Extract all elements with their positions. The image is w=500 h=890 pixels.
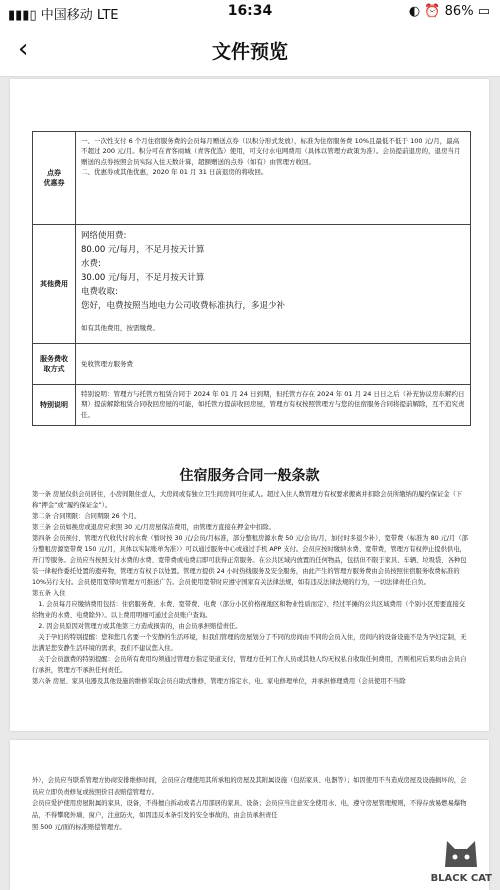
row-label-special: 特别说明 xyxy=(33,385,76,425)
clause: 第四条 会员预付、管理方代收代付的水费（暂时按 30 元/会员/月标准，部分整租房源水费 50 元/会员/月，加付时多退少补）、宽带费（标准为 80 元/月（部分整租房源宽带费 150 元/月，具体以实际账单为准））可以通过服务中心或通过手机 APP 支付。会员应按时缴纳水费、宽带费，管理方有权停止提供供电，开门等服务。会员应当按照支付水费的水费、宽带费或电费启即可获得正常服务。在公共区域内放置的任何物品，包括但不限于家具、车辆、垃圾袋、各种包装一律视作委托处置的遗弃物，管理方有权予以处置。管理方提供 24 小时热线服务及安全服务，由此产生的管理方服务费由会员按照住宿服务收费标准的 10%另行支付。会员使用宽带时管理方可推送广告。会员使用宽带时应遵守国家有关法律法规，如有违反法律法规的行为，一切法律责任自负。 xyxy=(32,533,469,588)
fee-line: 您好，电费按照当地电力公司收费标准执行，多退少补 xyxy=(81,299,465,313)
black-cat-logo xyxy=(439,833,483,869)
black-cat-watermark xyxy=(431,833,492,884)
clause: 关于会员激费的特别提醒：会员所有费用均须通过管理方指定渠道支付，管理方任何工作人员或其他人均无权私自收取任何费用，否则相应后果均由会员自行承担，管理方不承担任何责任。 xyxy=(32,654,469,676)
contract-heading: 住宿服务合同一般条款 xyxy=(10,465,489,485)
clause: 照 500 元/面的标准赔偿管理方。 xyxy=(32,822,469,834)
orientation-lock-icon: ◐ xyxy=(409,4,420,19)
coupon-text-1: 一、一次性支付 6 个月住宿服务费的会员每月赠送点券（以积分形式发放），标准为住宿服务费 10%且最低不低于 100 元/月，最高不超过 200 元/月。积分可在青客商城（青客优选）使用，可支付水电网费用（具体以管理方政策为准）。会员提前退房的，退房当月赠送的点券按照会员实际入住天数计算，超额赠送的点券（如有）由管理方收回。 xyxy=(81,136,465,167)
collection-value: 免收管理方服务费 xyxy=(76,344,470,384)
battery-icon: ▭ xyxy=(478,4,490,19)
fee-line: 网络使用费: xyxy=(81,229,465,243)
network-label: LTE xyxy=(97,8,119,23)
clock: 16:34 xyxy=(0,3,500,19)
table-row-coupon xyxy=(33,132,470,225)
fee-note: 如有其他费用，按需缴费。 xyxy=(81,323,465,333)
fee-line: 80.00 元/每月，不足月按天计算 xyxy=(81,243,465,257)
signal-icon: ▮▮▮▯ xyxy=(8,8,41,23)
clause: 第三条 会员如换房或退房应求照 30 元/月房屋保洁费用，由管理方直接在押金中扣除。 xyxy=(32,522,469,533)
table-row-collection xyxy=(33,344,470,385)
alarm-icon: ⏰ xyxy=(424,4,440,19)
back-arrow-icon[interactable]: ‹ xyxy=(18,34,28,64)
table-row-special xyxy=(33,385,470,425)
clause: 第六条 房屋、家具电器及其他设施的维修采取会员自助式维修，管理方指定水、电、家电修理单位，并承担修理费用（会员使用不当除 xyxy=(32,676,469,687)
fee-line: 水费: xyxy=(81,257,465,271)
clause: 第二条 合同期限：合同期限 26 个月。 xyxy=(32,511,469,522)
contract-terms xyxy=(32,489,469,687)
clause: 2. 因会员原因对管理方或其他第三方造成损害的，由会员承担赔偿责任。 xyxy=(32,621,469,632)
document-page-2[interactable] xyxy=(10,740,489,890)
clause: 第一条 房屋仅供会员居住，小房间限住壹人，大房间或有独立卫生间房间可住贰人。超过入住人数管理方有权要求搬离并扣除会员所缴纳的履约保证金（下称“押金”或“履约保证金”）。 xyxy=(32,489,469,511)
fee-line: 电费收取: xyxy=(81,285,465,299)
clause: 关于孕妇的特别提醒：您和您几名要一个安静的生活环境，但我们管理的房屋划分了不同的房间由不同的会员入住，房间内的设备设施不是为孕妇定制，无法满足您安静生活环境的需求，我们不建议您入住。 xyxy=(32,632,469,654)
battery-percent: 86% xyxy=(445,4,474,19)
special-value: 特别说明：管理方与托管方租赁合同于 2024 年 01 月 24 日到期，但托管方存在 2024 年 01 月 24 日日之后（补充协议房东解约日期）提前解除租赁合同收回房屋的可能，如托管方提前收回房屋，管理方有权按照管理方与您的住宿服务合同将提前解除，互不追究责任。 xyxy=(76,385,470,425)
contract-terms-continued xyxy=(32,775,469,833)
row-label-coupon: 点券 优惠券 xyxy=(33,132,76,224)
fee-line: 30.00 元/每月，不足月按天计算 xyxy=(81,271,465,285)
page-title: 文件预览 xyxy=(0,37,500,64)
carrier-label: 中国移动 xyxy=(41,8,93,23)
coupon-text-2: 二、优惠券或其他优惠，2020 年 01 月 31 日前退房的将收回。 xyxy=(81,167,465,177)
clause: 第五条 入住 xyxy=(32,588,469,599)
table-row-other-fees xyxy=(33,225,470,344)
row-label-collection: 服务费收 取方式 xyxy=(33,344,76,384)
nav-bar xyxy=(0,24,500,77)
document-page-1[interactable] xyxy=(10,79,489,731)
row-label-other-fees: 其他费用 xyxy=(33,225,76,343)
status-bar xyxy=(0,0,500,24)
watermark-text: BLACK CAT xyxy=(431,873,492,884)
clause: 外），会员应当联系管理方协商安排维修时间，会员应合理使用其所承租的房屋及其附属设施（包括家具、电器等）；如因使用不当造成房屋及设施损坏的，会员应立即负责修复或按照价目表赔偿管理方。 xyxy=(32,775,469,798)
clause: 会员应爱护使用房屋附属的家具、设备，不得擅自拆动或者占用部居的家具、设备；会员应当注意安全使用水、电，遵守房屋管理规则，不得存放易燃易爆物品，不得攀爬外墙、窗户，注意防火，如因违反本条引发的安全事故的，由会员承担责任 xyxy=(32,798,469,821)
clause: 1. 会员每月应缴纳费用包括：住宿服务费、水费、宽带费、电费（部分小区价格视地区和物业性质而定）、经过平摊的公共区域费用（个别小区需要直接交给物业的水费、电费除外）。以上费用明细可通过会员账户查询。 xyxy=(32,599,469,621)
contract-table xyxy=(32,131,471,426)
